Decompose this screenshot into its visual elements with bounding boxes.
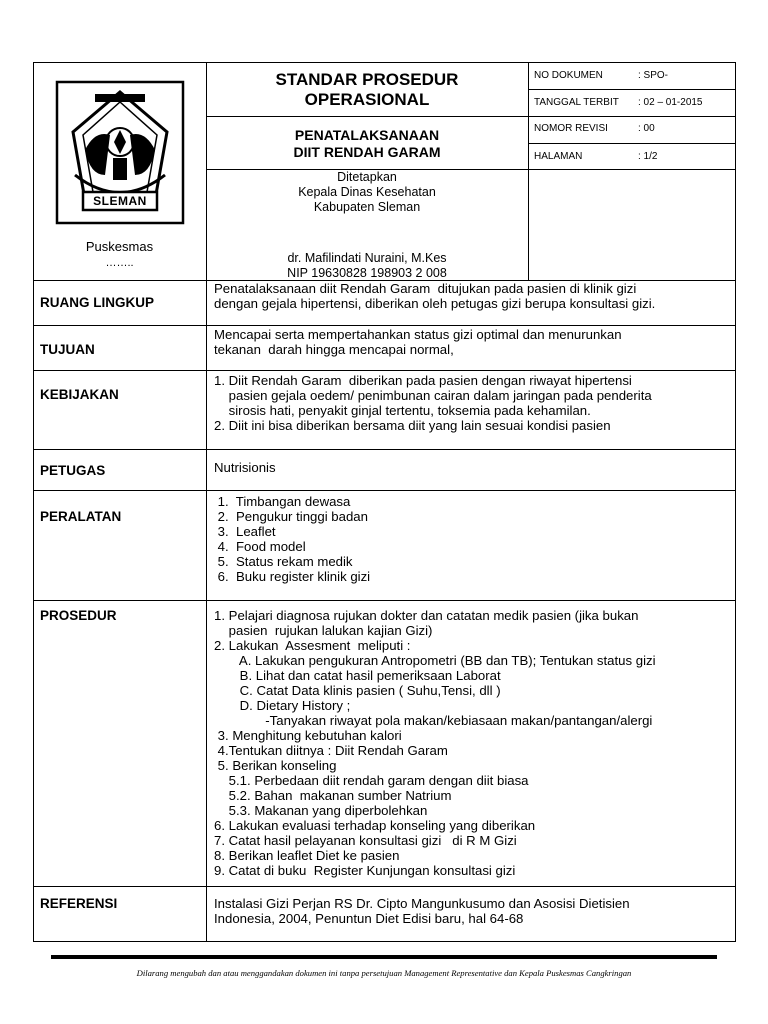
list-item: 7. Catat hasil pelayanan konsultasi gizi di R M Gizi [214,833,517,848]
meta-divider-1 [528,89,736,90]
content-line: 1. Diit Rendah Garam diberikan pada pasien dengan riwayat hipertensi [214,373,632,388]
approval-block [206,170,528,215]
page-label: HALAMAN [534,151,583,162]
approval-line-2: Kepala Dinas Kesehatan [298,185,436,199]
document-title [206,70,528,110]
list-item: 5.3. Makanan yang diperbolehkan [214,803,428,818]
title-divider [206,116,528,117]
list-item: 2. Pengukur tinggi badan [214,509,368,524]
content-line: Indonesia, 2004, Penuntun Diet Edisi baru, hal 64-68 [214,911,524,926]
document-subtitle [206,127,528,161]
subtitle-line-1: PENATALAKSANAAN [294,127,440,143]
list-item: 8. Berikan leaflet Diet ke pasien [214,848,400,863]
date-value: : 02 – 01-2015 [638,97,703,108]
revision-value: : 00 [638,123,655,134]
prosedur-label: PROSEDUR [40,608,117,623]
list-item: 4. Food model [214,539,306,554]
subtitle-line-2: DIIT RENDAH GARAM [293,144,441,160]
content-line: Penatalaksanaan diit Rendah Garam ditujukan pada pasien di klinik gizi [214,281,637,296]
title-line-1: STANDAR PROSEDUR [275,70,459,89]
footer-notice: Dilarang mengubah dan atau menggandakan dokumen ini tanpa persetujuan Management Representative dan Kepala Puskesmas Cangkringan [136,968,632,978]
peralatan-label: PERALATAN [40,509,122,524]
meta-divider-4 [528,169,736,170]
row-divider [33,449,736,450]
content-line: sirosis hati, penyakit ginjal tertentu, toksemia pada kehamilan. [214,403,591,418]
row-divider [33,886,736,887]
list-item: 5.1. Perbedaan diit rendah garam dengan diit biasa [214,773,529,788]
list-item: 5. Status rekam medik [214,554,353,569]
revision-label: NOMOR REVISI [534,123,608,134]
date-label: TANGGAL TERBIT [534,97,619,108]
page-value: : 1/2 [638,151,658,162]
row-divider [33,490,736,491]
list-item: 3. Leaflet [214,524,276,539]
list-item: 4.Tentukan diitnya : Diit Rendah Garam [214,743,448,758]
footer-rule [51,955,717,959]
sleman-logo [55,80,185,225]
list-item: 5. Berikan konseling [214,758,337,773]
institution-name: Puskesmas [85,239,154,254]
list-item: 6. Lakukan evaluasi terhadap konseling yang diberikan [214,818,536,833]
title-line-2: OPERASIONAL [304,90,430,109]
doc-no-label: NO DOKUMEN [534,70,603,81]
kebijakan-label: KEBIJAKAN [40,387,119,402]
content-line: Mencapai serta mempertahankan status gizi optimal dan menurunkan [214,327,622,342]
logo-text: SLEMAN [93,194,147,208]
meta-divider-2 [528,116,736,117]
header-divider-right [528,62,529,280]
approval-line-3: Kabupaten Sleman [313,200,421,214]
signer-block [206,251,528,281]
institution-placeholder: …….. [105,257,134,269]
list-item: A. Lakukan pengukuran Antropometri (BB dan TB); Tentukan status gizi [214,653,656,668]
list-item: 2. Lakukan Assesment meliputi : [214,638,411,653]
content-line: dengan gejala hipertensi, diberikan oleh petugas gizi berupa konsultasi gizi. [214,296,656,311]
signer-name: dr. Mafilindati Nuraini, M.Kes [287,251,447,265]
list-item: 9. Catat di buku Register Kunjungan konsultasi gizi [214,863,516,878]
list-item: 5.2. Bahan makanan sumber Natrium [214,788,452,803]
list-item: 3. Menghitung kebutuhan kalori [214,728,402,743]
list-item: 6. Buku register klinik gizi [214,569,371,584]
content-line: pasien gejala oedem/ penimbunan cairan dalam jaringan pada penderita [214,388,652,403]
row-divider [33,325,736,326]
signer-nip: NIP 19630828 198903 2 008 [287,266,447,280]
list-item: C. Catat Data klinis pasien ( Suhu,Tensi, dll ) [214,683,501,698]
approval-line-1: Ditetapkan [337,170,397,184]
row-divider [33,600,736,601]
content-line: Nutrisionis [214,460,276,475]
list-item: D. Dietary History ; [214,698,351,713]
content-line: tekanan darah hingga mencapai normal, [214,342,454,357]
row-divider [33,370,736,371]
list-item: -Tanyakan riwayat pola makan/kebiasaan makan/pantangan/alergi [214,713,653,728]
doc-no-value: : SPO- [638,70,669,81]
ruang-lingkup-label: RUANG LINGKUP [40,295,154,310]
content-line: 2. Diit ini bisa diberikan bersama diit yang lain sesuai kondisi pasien [214,418,611,433]
content-line: Instalasi Gizi Perjan RS Dr. Cipto Mangunkusumo dan Asosisi Dietisien [214,896,630,911]
referensi-label: REFERENSI [40,896,118,911]
petugas-label: PETUGAS [40,463,106,478]
list-item: pasien rujukan lalukan kajian Gizi) [214,623,433,638]
tujuan-label: TUJUAN [40,342,95,357]
list-item: 1. Timbangan dewasa [214,494,351,509]
meta-divider-3 [528,143,736,144]
list-item: B. Lihat dan catat hasil pemeriksaan Laborat [214,668,501,683]
list-item: 1. Pelajari diagnosa rujukan dokter dan catatan medik pasien (jika bukan [214,608,639,623]
